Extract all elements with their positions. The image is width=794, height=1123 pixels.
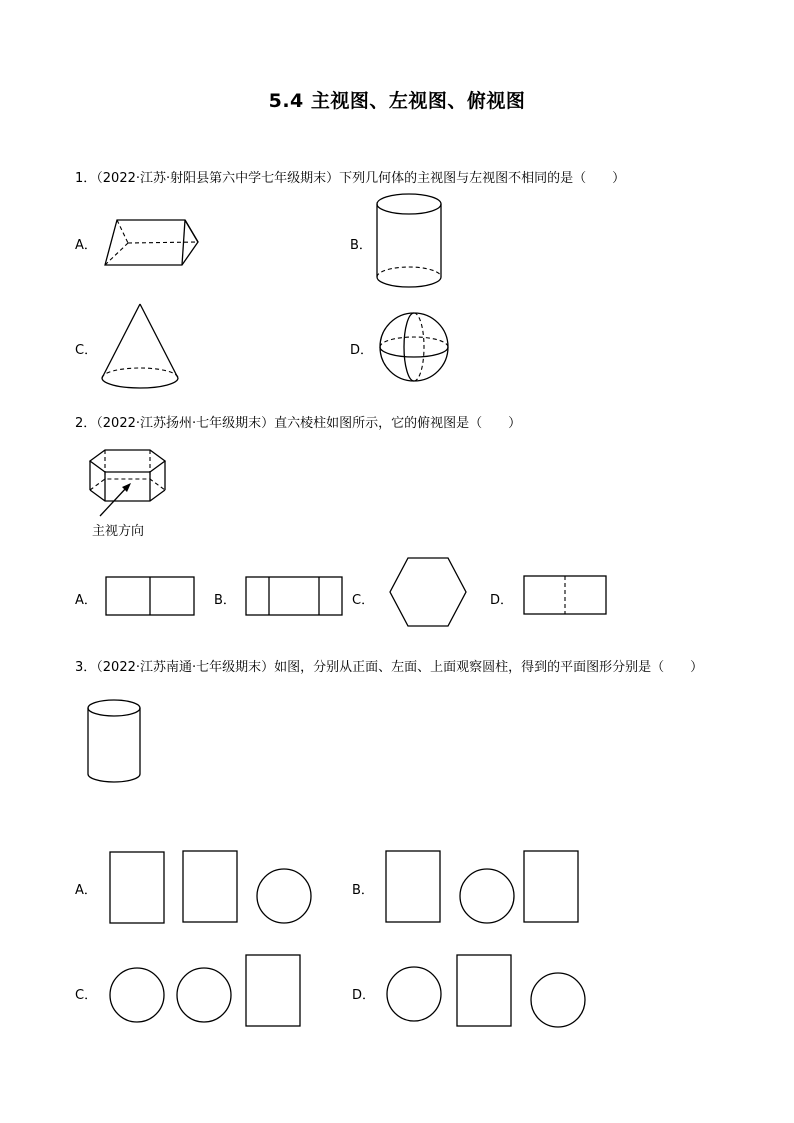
question-1-stem: 1．（2022·江苏·射阳县第六中学七年级期末）下列几何体的主视图与左视图不相同的是（ ） [75, 171, 626, 186]
q2-option-a-figure[interactable] [105, 576, 195, 616]
q1-cylinder-icon[interactable] [375, 193, 443, 289]
q3-option-b-label[interactable]: B． [352, 883, 374, 898]
q2-option-b-figure[interactable] [245, 576, 343, 616]
q2-option-a-label[interactable]: A． [75, 593, 97, 608]
q3-option-d-label[interactable]: D． [352, 988, 376, 1003]
q3-option-a-label[interactable]: A． [75, 883, 97, 898]
q2-option-c-label[interactable]: C． [352, 593, 375, 608]
q2-view-direction-caption: 主视方向 [92, 524, 145, 539]
q2-option-b-label[interactable]: B． [214, 593, 236, 608]
q3-option-d-figure[interactable] [385, 954, 589, 1030]
q3-cylinder-icon [86, 698, 142, 784]
q2-hexagonal-prism-icon [85, 445, 170, 517]
question-2-stem: 2．（2022·江苏扬州·七年级期末）直六棱柱如图所示，它的俯视图是（ ） [75, 416, 522, 431]
q1-sphere-icon[interactable] [378, 311, 450, 383]
q2-option-d-label[interactable]: D． [490, 593, 514, 608]
q1-option-d-label[interactable]: D． [350, 343, 374, 358]
q2-option-d-figure[interactable] [523, 575, 607, 615]
q3-option-c-label[interactable]: C． [75, 988, 98, 1003]
q3-option-b-figure[interactable] [385, 850, 581, 926]
q1-option-b-label[interactable]: B． [350, 238, 372, 253]
question-3-stem: 3．（2022·江苏南通·七年级期末）如图，分别从正面、左面、上面观察圆柱，得到的平面图形分别是（ ） [75, 660, 704, 675]
q1-prism-icon[interactable] [100, 210, 200, 270]
q1-cone-icon[interactable] [100, 302, 180, 390]
page-title: 5.4 主视图、左视图、俯视图 [268, 90, 526, 112]
q3-option-a-figure[interactable] [108, 850, 314, 926]
q3-option-c-figure[interactable] [108, 954, 304, 1028]
q2-option-c-hexagon-figure[interactable] [388, 556, 468, 628]
q1-option-a-label[interactable]: A． [75, 238, 97, 253]
q1-option-c-label[interactable]: C． [75, 343, 98, 358]
